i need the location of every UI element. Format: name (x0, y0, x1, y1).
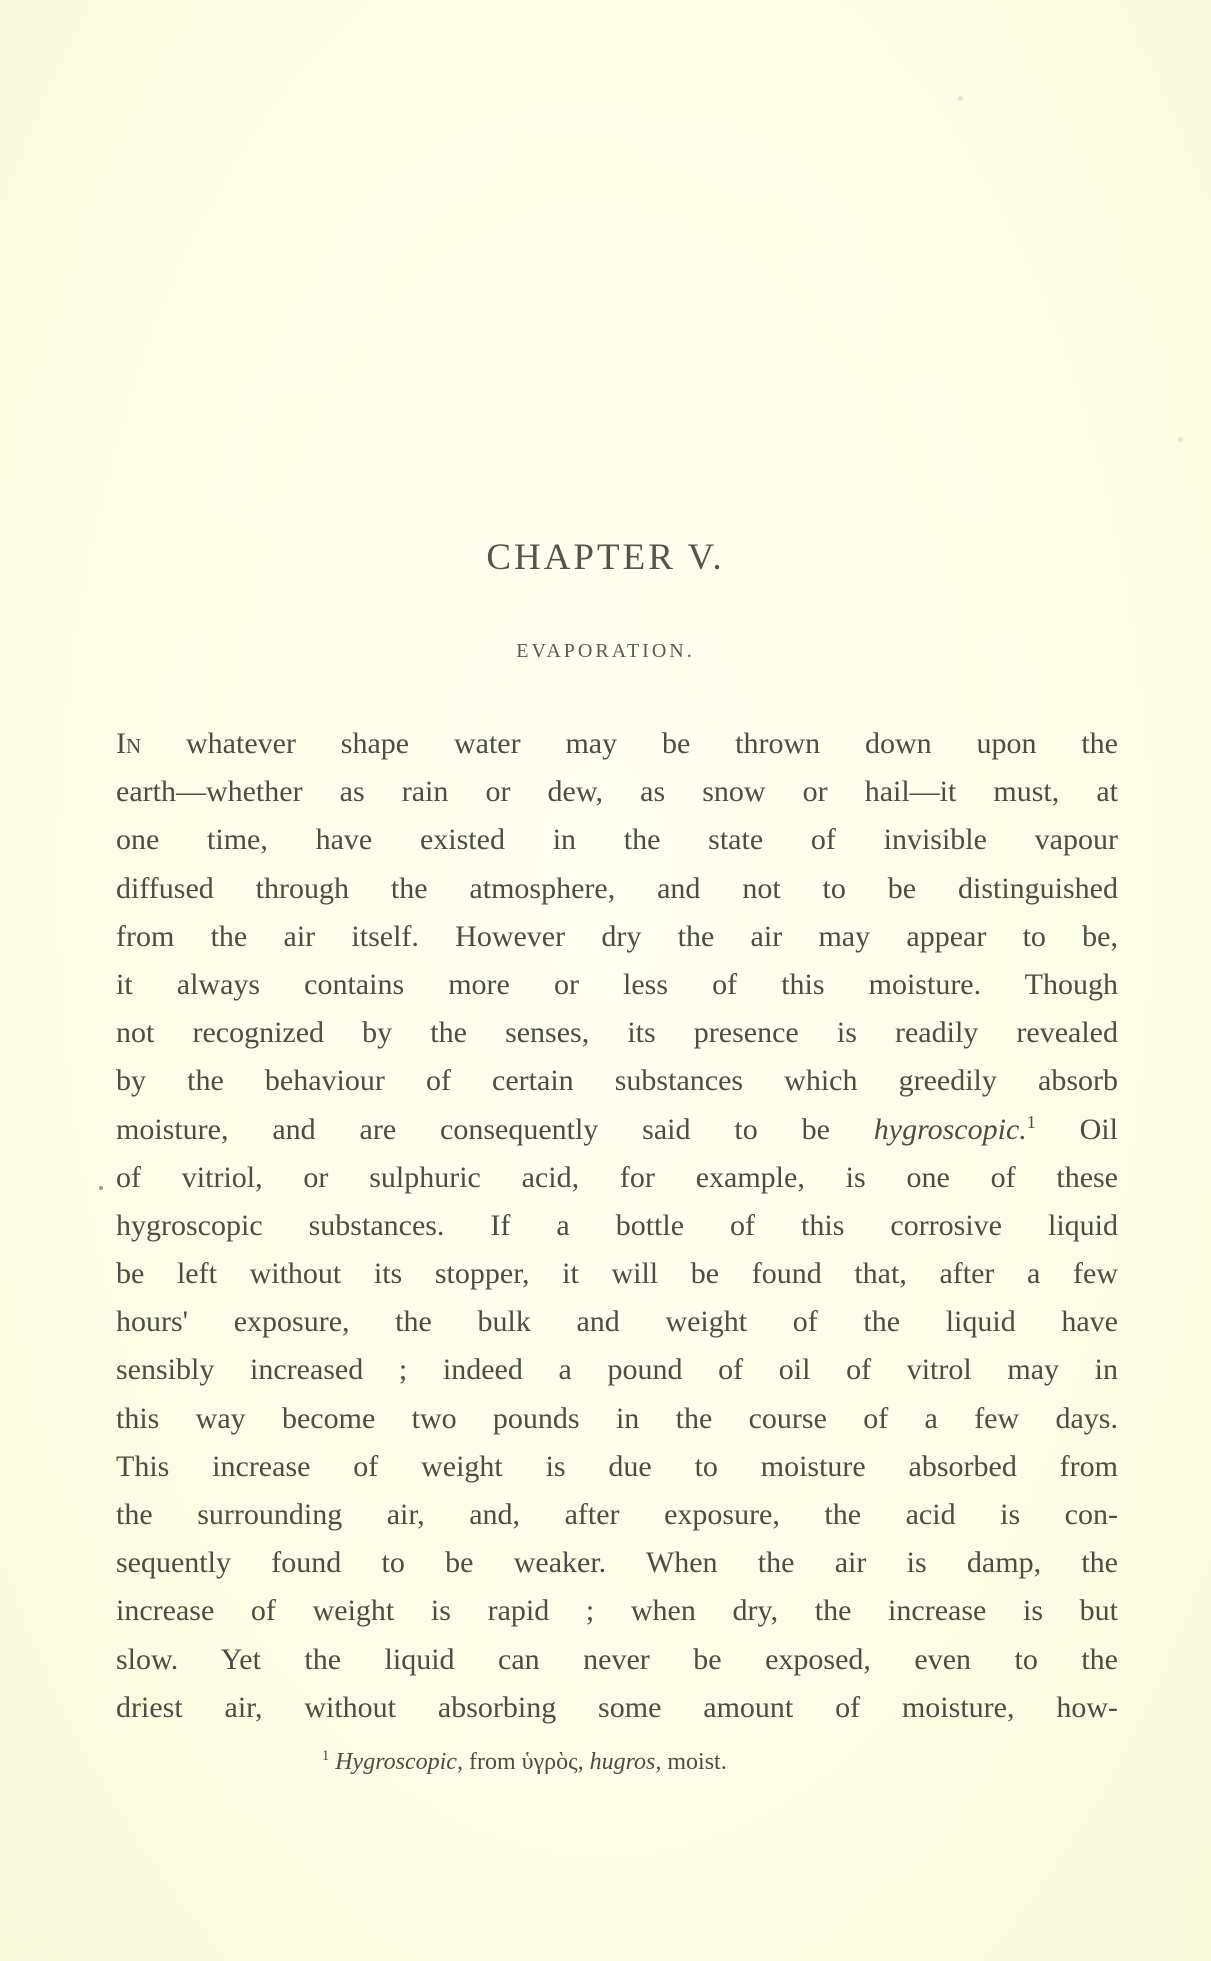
text-line: from the air itself. However dry the air may appear to be, (116, 919, 1118, 953)
text-line: slow. Yet the liquid can never be exposed, even to the (116, 1642, 1118, 1676)
text-line-content: moisture, and are consequently said to be (116, 1112, 874, 1146)
margin-mark (99, 1186, 103, 1190)
paper-speck (958, 96, 963, 101)
text-line: of vitriol, or sulphuric acid, for example, is one of these (116, 1160, 1118, 1194)
text-line: sensibly increased ; indeed a pound of oil of vitrol may in (116, 1353, 1118, 1387)
body-paragraph (116, 720, 1118, 1732)
text-line: be left without its stopper, it will be found that, after a few (116, 1257, 1118, 1291)
text-line: one time, have existed in the state of invisible vapour (116, 823, 1118, 857)
text-line (116, 720, 1118, 768)
text-line: earth—whether as rain or dew, as snow or hail—it must, at (116, 775, 1118, 809)
term-hygroscopic: hygroscopic. (873, 1112, 1027, 1146)
chapter-subtitle: EVAPORATION. (516, 640, 695, 662)
text-line-tail: Oil (1035, 1112, 1118, 1146)
text-line: not recognized by the senses, its presence is readily revealed (116, 1016, 1118, 1050)
text-line: hours' exposure, the bulk and weight of the liquid have (116, 1305, 1118, 1339)
footnote-marker: 1 (322, 1748, 330, 1764)
text-line: this way become two pounds in the course of a few days. (116, 1401, 1118, 1435)
drop-word: In (116, 727, 142, 760)
footnote-term: Hygroscopic, (335, 1749, 463, 1775)
text-line: the surrounding air, and, after exposure, the acid is con- (116, 1498, 1118, 1531)
text-line: This increase of weight is due to moisture absorbed from (116, 1449, 1118, 1483)
text-line: driest air, without absorbing some amount of moisture, how- (116, 1690, 1118, 1724)
footnote-from: from (462, 1749, 522, 1775)
text-line: hygroscopic substances. If a bottle of this corrosive liquid (116, 1208, 1118, 1242)
footnote-meaning: moist. (661, 1749, 727, 1775)
footnote-translit: hugros, (589, 1749, 662, 1775)
text-line: it always contains more or less of this moisture. Though (116, 967, 1118, 1001)
footnote-ref: 1 (1026, 1111, 1036, 1132)
text-line: sequently found to be weaker. When the air is damp, the (116, 1546, 1118, 1580)
text-line: diffused through the atmosphere, and not to be distinguished (116, 871, 1118, 905)
text-line: by the behaviour of certain substances which greedily absorb (116, 1064, 1118, 1098)
paper-speck (1178, 437, 1183, 442)
chapter-title: CHAPTER V. (486, 537, 725, 578)
footnote (322, 1749, 922, 1776)
footnote-greek: ὑγρὸς, (521, 1749, 584, 1775)
text-line: increase of weight is rapid ; when dry, the increase is but (116, 1594, 1118, 1628)
text-line-content: whatever shape water may be thrown down upon the (141, 727, 1118, 760)
text-line (116, 1106, 1118, 1154)
